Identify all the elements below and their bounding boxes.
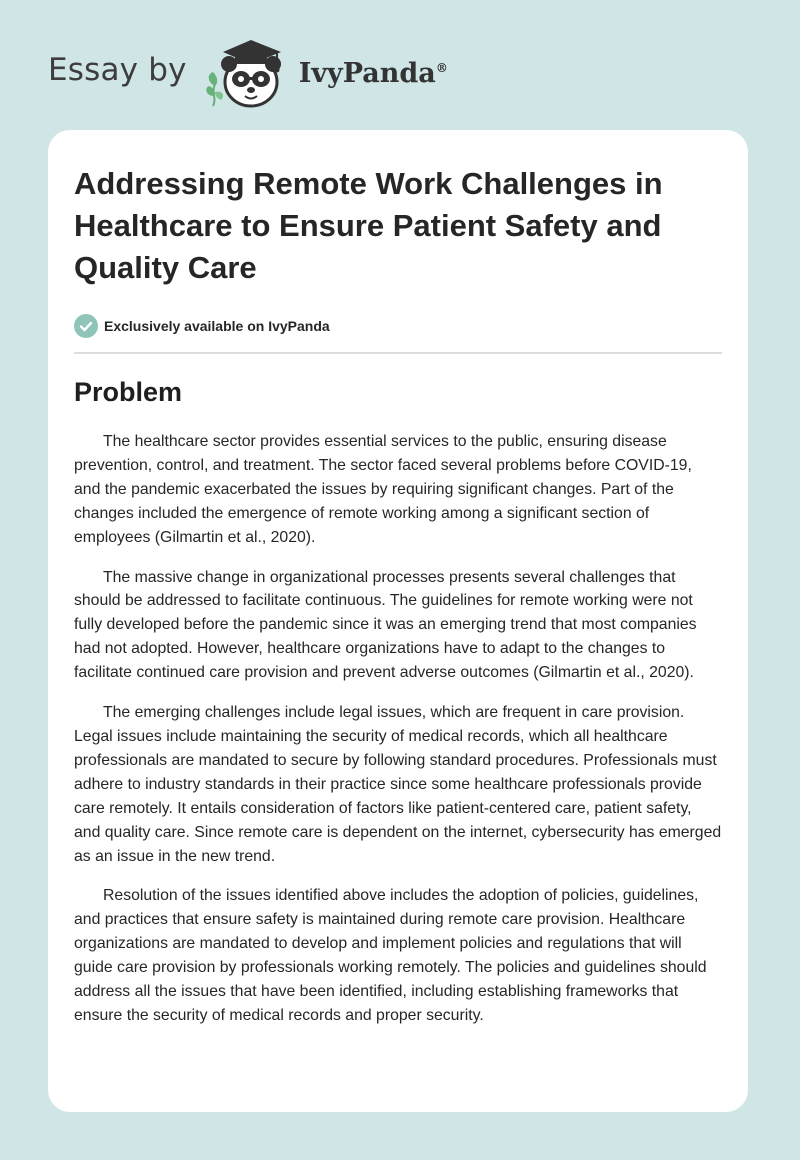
essay-card — [48, 130, 748, 1112]
paragraph: The healthcare sector provides essential services to the public, ensuring disease prevention, control, and treatment. The sector faced several problems before COVID-19, and the pandemic exacerbated the issues by requiring significant changes. Part of the changes included the emergence of remote working among a significant section of employees (Gilmartin et al., 2020). — [74, 433, 692, 546]
section-heading: Problem — [74, 377, 183, 407]
paragraph: Resolution of the issues identified above includes the adoption of policies, guidelines, and practices that ensure safety is maintained during remote care provision. Healthcare organizations are mandated to develop and implement policies and regulations that will guide care provision by professionals working remotely. The policies and guidelines should address all the issues that have been identified, including establishing frameworks that ensure the security of medical records and proper security. — [74, 887, 707, 1024]
brand-name — [299, 58, 448, 89]
paragraph: The emerging challenges include legal issues, which are frequent in care provision. Legal issues include maintaining the security of medical records, which all healthcare professionals are mandated to secure by following standard procedures. Professionals must adhere to industry standards in their practice since some healthcare professionals provide care remotely. It entails consideration of factors like patient-centered care, patient safety, and quality care. Since remote care is dependent on the internet, cybersecurity has emerged as an issue in the new trend. — [74, 704, 722, 865]
essay-body — [74, 430, 722, 1028]
divider — [74, 352, 722, 354]
panda-graduate-icon — [201, 34, 293, 110]
brand-prefix: Essay by — [48, 52, 187, 88]
paragraph: The massive change in organizational processes presents several challenges that should be addressed to facilitate continuous. The guidelines for remote working were not fully developed before the pandemic since it was an emerging trend that most companies had not adopted. However, healthcare organizations have to adapt to the changes to facilitate continued care provision and prevent adverse outcomes (Gilmartin et al., 2020). — [74, 568, 697, 682]
exclusive-badge — [74, 313, 722, 339]
exclusive-badge-text: Exclusively available on IvyPanda — [104, 318, 330, 334]
page-title: Addressing Remote Work Challenges in Healthcare to Ensure Patient Safety and Quality Care — [74, 166, 663, 285]
registered-mark: ® — [435, 60, 448, 75]
brand-header — [48, 34, 448, 110]
brand-name-text: IvyPanda — [298, 57, 436, 89]
check-circle-icon — [74, 314, 98, 338]
